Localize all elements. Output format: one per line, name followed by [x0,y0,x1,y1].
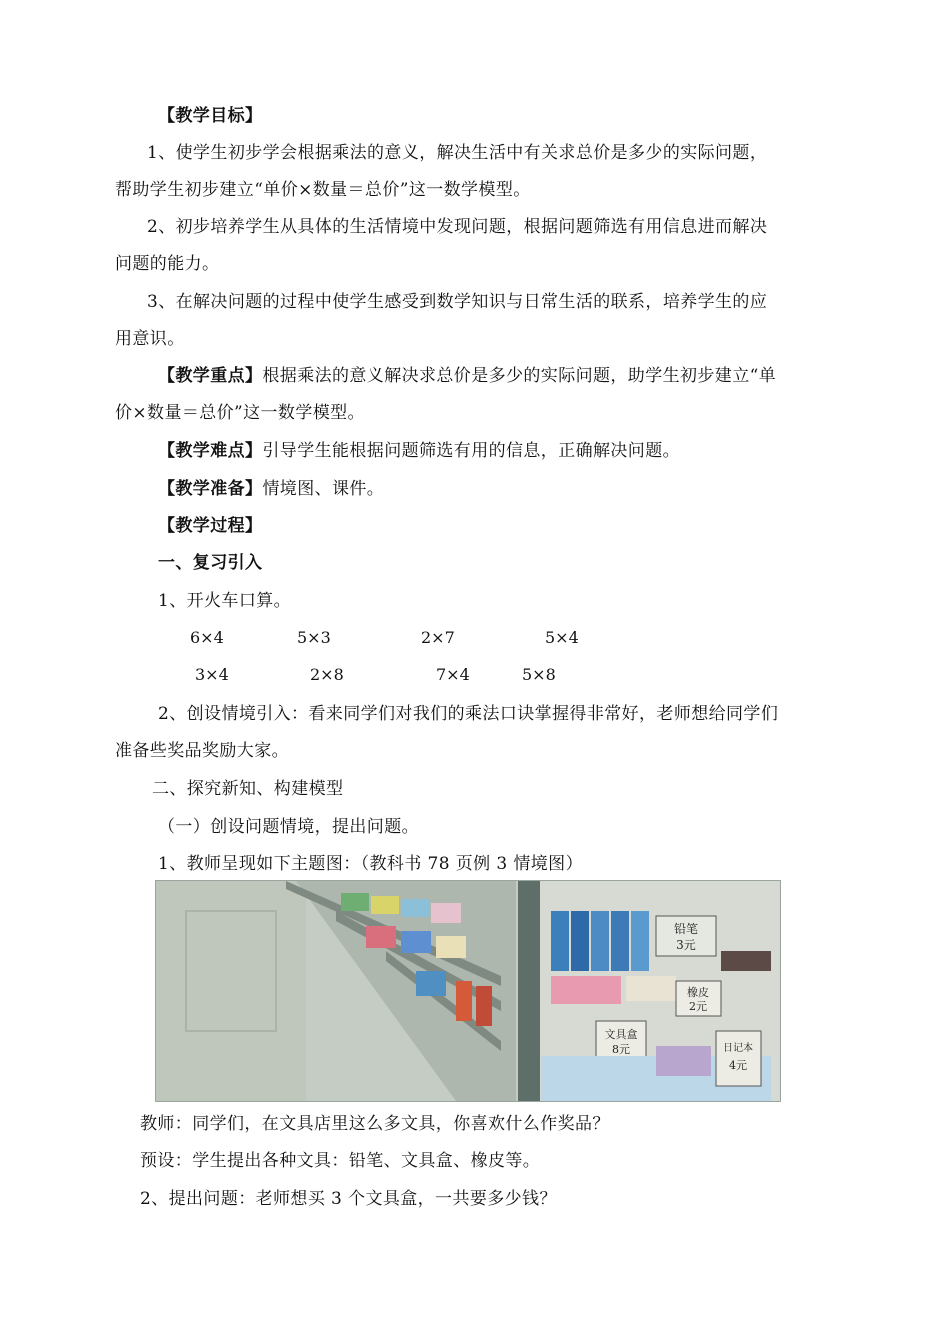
step-3: 1、教师呈现如下主题图：（教科书 78 页例 3 情境图） [158,854,583,874]
section-1-heading: 一、复习引入 [158,553,263,573]
key-point-label: 【教学重点】 [158,366,263,386]
goal-1-line-1: 1、使学生初步学会根据乘法的意义，解决生活中有关求总价是多少的实际问题， [147,143,768,163]
goal-3-line-1: 3、在解决问题的过程中使学生感受到数学知识与日常生活的联系，培养学生的应 [147,292,768,312]
key-point-text: 根据乘法的意义解决求总价是多少的实际问题，助学生初步建立“单 [262,366,777,386]
preset-line: 预设：学生提出各种文具：铅笔、文具盒、橡皮等。 [140,1151,541,1171]
calc-row2-item2: 2×8 [310,665,344,684]
step-1: 1、开火车口算。 [158,591,292,611]
goal-1-line-2: 帮助学生初步建立“单价×数量＝总价”这一数学模型。 [115,180,531,200]
notebook-label: 日记本 [723,1043,753,1054]
calc-row1-item2: 5×3 [297,628,331,647]
difficulty-text: 引导学生能根据问题筛选有用的信息，正确解决问题。 [262,441,681,461]
stationery-store-illustration [155,880,781,1102]
key-point-line-2: 价×数量＝总价”这一数学模型。 [115,403,365,423]
difficulty-line [158,439,680,463]
step-4: 2、提出问题：老师想买 3 个文具盒，一共要多少钱？ [140,1189,557,1209]
teacher-line: 教师：同学们，在文具店里这么多文具，你喜欢什么作奖品？ [140,1114,610,1134]
preparation-label: 【教学准备】 [158,479,263,499]
pencil-label: 铅笔 [673,922,699,936]
calc-row2-item1: 3×4 [195,665,229,684]
goal-2-line-1: 2、初步培养学生从具体的生活情境中发现问题，根据问题筛选有用信息进而解决 [147,217,768,237]
preparation-text: 情境图、课件。 [262,479,385,499]
difficulty-label: 【教学难点】 [158,441,263,461]
section-2-heading: 二、探究新知、构建模型 [152,779,344,799]
goal-2-line-2: 问题的能力。 [115,254,220,274]
store-scene-svg [156,881,780,1101]
calc-row2-item4: 5×8 [522,665,556,684]
notebook-price: 4元 [729,1059,747,1072]
goal-3-line-2: 用意识。 [115,329,185,349]
pencil-box-label: 文具盒 [604,1028,638,1041]
process-heading: 【教学过程】 [158,516,263,536]
calc-row1-item1: 6×4 [190,628,224,647]
step-2-line-1: 2、创设情境引入：看来同学们对我们的乘法口诀掌握得非常好，老师想给同学们 [158,704,779,724]
calc-row1-item4: 5×4 [545,628,579,647]
step-2-line-2: 准备些奖品奖励大家。 [115,741,289,761]
pencil-box-price: 8元 [612,1043,630,1056]
pencil-price: 3元 [676,938,696,952]
calc-row2-item3: 7×4 [436,665,470,684]
eraser-price: 2元 [689,1000,707,1013]
goals-heading: 【教学目标】 [158,106,263,126]
calc-row1-item3: 2×7 [421,628,455,647]
eraser-label: 橡皮 [687,986,709,999]
key-point-line-1 [158,364,776,388]
subsection-1: （一）创设问题情境，提出问题。 [158,817,419,837]
preparation-line [158,477,384,501]
